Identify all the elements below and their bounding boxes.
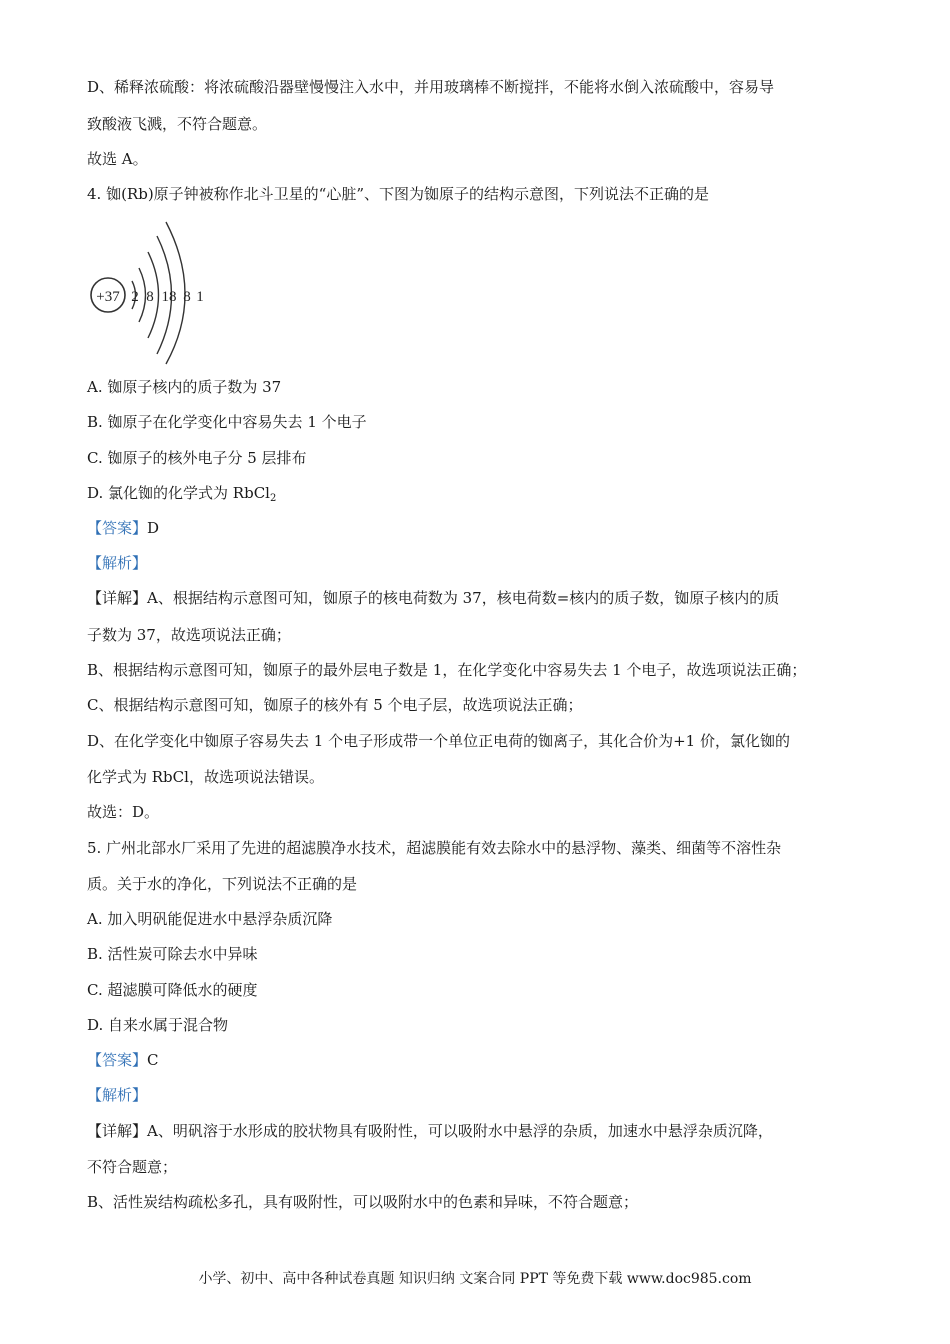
q4-option-a: A. 铷原子核内的质子数为 37 bbox=[87, 378, 282, 396]
shell-1-electrons: 2 bbox=[131, 289, 139, 305]
q4-detail-c: C、根据结构示意图可知，铷原子的核外有 5 个电子层，故选项说法正确； bbox=[87, 696, 583, 714]
q4-detail-a-line1 bbox=[87, 588, 779, 608]
q5-stem-line1: 5. 广州北部水厂采用了先进的超滤膜净水技术，超滤膜能有效去除水中的悬浮物、藻类、细菌等不溶性杂 bbox=[87, 839, 782, 857]
q4-detail-d-line1: D、在化学变化中铷原子容易失去 1 个电子形成带一个单位正电荷的铷离子，其化合价为+1 价，氯化铷的 bbox=[87, 732, 790, 750]
q4-detail-a-line2: 子数为 37，故选项说法正确； bbox=[87, 626, 291, 644]
q4-conclusion: 故选：D。 bbox=[87, 803, 160, 821]
q4-stem: 4. 铷(Rb)原子钟被称作北斗卫星的“心脏”、下图为铷原子的结构示意图，下列说法不正确的是 bbox=[87, 185, 710, 203]
shell-4-electrons: 8 bbox=[183, 289, 191, 305]
q5-detail-a-line1 bbox=[87, 1121, 773, 1141]
page-footer: 小学、初中、高中各种试卷真题 知识归纳 文案合同 PPT 等免费下载 www.doc985.com bbox=[198, 1271, 752, 1287]
q5-analysis-tag: 【解析】 bbox=[87, 1086, 148, 1104]
detail-tag: 【详解】 bbox=[87, 589, 148, 607]
shell-arc-2 bbox=[139, 268, 146, 322]
q4-option-b: B. 铷原子在化学变化中容易失去 1 个电子 bbox=[87, 413, 367, 431]
q5-option-a: A. 加入明矾能促进水中悬浮杂质沉降 bbox=[87, 910, 333, 928]
answer-tag: 【答案】 bbox=[87, 1051, 148, 1069]
detail-a-text: A、明矾溶于水形成的胶状物具有吸附性，可以吸附水中悬浮的杂质，加速水中悬浮杂质沉降， bbox=[147, 1122, 773, 1140]
q5-stem-line2: 质。关于水的净化，下列说法不正确的是 bbox=[87, 875, 358, 893]
q4-option-d-subscript: 2 bbox=[269, 493, 277, 504]
detail-tag: 【详解】 bbox=[87, 1122, 148, 1140]
q5-option-b: B. 活性炭可除去水中异味 bbox=[87, 945, 258, 963]
q4-option-d bbox=[87, 483, 276, 509]
detail-a-text: A、根据结构示意图可知，铷原子的核电荷数为 37，核电荷数=核内的质子数，铷原子核内的质 bbox=[147, 589, 780, 607]
q3-option-d-line1: D、稀释浓硫酸：将浓硫酸沿器壁慢慢注入水中，并用玻璃棒不断搅拌，不能将水倒入浓硫酸中，容易导 bbox=[87, 78, 775, 96]
q5-answer bbox=[87, 1050, 159, 1070]
q4-option-d-text: D. 氯化铷的化学式为 RbCl bbox=[87, 484, 270, 502]
q5-detail-b: B、活性炭结构疏松多孔，具有吸附性，可以吸附水中的色素和异味，不符合题意； bbox=[87, 1193, 639, 1211]
q5-detail-a-line2: 不符合题意； bbox=[87, 1158, 178, 1176]
nucleus-charge: +37 bbox=[96, 289, 120, 305]
shell-2-electrons: 8 bbox=[146, 289, 154, 305]
q4-answer bbox=[87, 518, 159, 538]
q4-analysis-tag: 【解析】 bbox=[87, 554, 148, 572]
shell-3-electrons: 18 bbox=[161, 289, 177, 305]
answer-value: D bbox=[147, 519, 160, 537]
rubidium-atom-structure-diagram bbox=[86, 218, 211, 368]
answer-tag: 【答案】 bbox=[87, 519, 148, 537]
q4-detail-d-line2: 化学式为 RbCl，故选项说法错误。 bbox=[87, 768, 324, 786]
q3-option-d-line2: 致酸液飞溅，不符合题意。 bbox=[87, 115, 268, 133]
q5-option-d: D. 自来水属于混合物 bbox=[87, 1016, 229, 1034]
q4-detail-b: B、根据结构示意图可知，铷原子的最外层电子数是 1，在化学变化中容易失去 1 个电子，故选项说法正确； bbox=[87, 661, 807, 679]
shell-5-electrons: 1 bbox=[196, 289, 204, 305]
q4-option-c: C. 铷原子的核外电子分 5 层排布 bbox=[87, 449, 307, 467]
q5-option-c: C. 超滤膜可降低水的硬度 bbox=[87, 981, 258, 999]
q3-conclusion: 故选 A。 bbox=[87, 150, 148, 168]
answer-value: C bbox=[147, 1051, 159, 1069]
